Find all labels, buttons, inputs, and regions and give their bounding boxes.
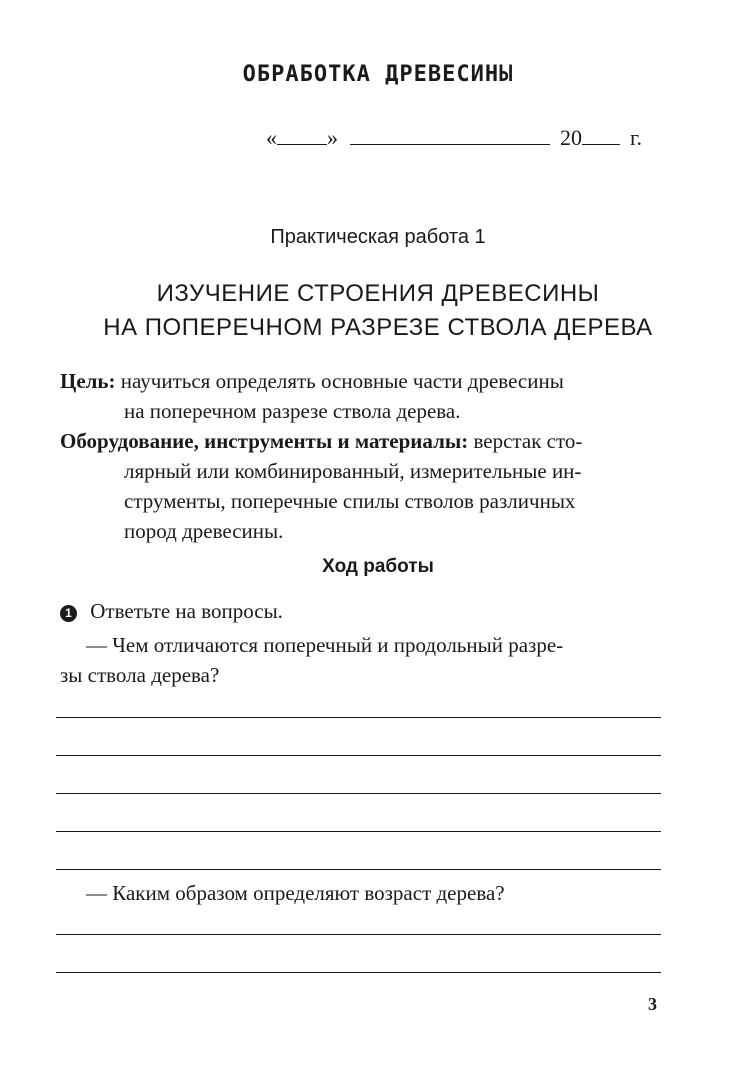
question1-line1: — Чем отличаются поперечный и продольный разре- <box>86 633 564 657</box>
date-open-quote: « <box>266 125 277 150</box>
work-title-line1: ИЗУЧЕНИЕ СТРОЕНИЯ ДРЕВЕСИНЫ <box>156 280 600 307</box>
task1 <box>60 596 283 626</box>
year-suffix: г. <box>630 125 643 150</box>
equipment-line1: верстак сто- <box>473 429 583 453</box>
answer-line[interactable] <box>56 831 661 832</box>
goal-line2: на поперечном разрезе ствола дерева. <box>124 399 461 423</box>
goal-paragraph <box>60 366 664 396</box>
equipment-paragraph <box>60 426 666 456</box>
answer-line[interactable] <box>56 755 661 756</box>
date-line <box>266 124 642 151</box>
goal-line1: научиться определять основные части древесины <box>120 369 564 393</box>
goal-label: Цель: <box>60 369 116 393</box>
year-blank[interactable] <box>582 124 620 145</box>
task1-text: Ответьте на вопросы. <box>90 599 283 623</box>
work-title-line2: НА ПОПЕРЕЧНОМ РАЗРЕЗЕ СТВОЛА ДЕРЕВА <box>103 314 653 341</box>
date-close-quote: » <box>327 125 338 150</box>
progress-title: Ход работы <box>322 556 434 577</box>
equipment-line2: лярный или комбинированный, измерительные ин- <box>124 459 582 483</box>
equipment-label: Оборудование, инструменты и материалы: <box>60 429 469 453</box>
answer-line[interactable] <box>56 869 661 870</box>
month-blank[interactable] <box>350 124 550 145</box>
task-number-badge: 1 <box>60 605 77 622</box>
answer-line[interactable] <box>56 972 661 973</box>
year-prefix: 20 <box>560 125 582 150</box>
practical-label: Практическая работа 1 <box>270 226 486 248</box>
equipment-line3: струменты, поперечные спилы стволов различных <box>124 489 576 513</box>
answer-line[interactable] <box>56 934 661 935</box>
answer-line[interactable] <box>56 717 661 718</box>
question1-line2: зы ствола дерева? <box>60 663 220 687</box>
day-blank[interactable] <box>277 124 327 145</box>
answer-line[interactable] <box>56 793 661 794</box>
question2: — Каким образом определяют возраст дерева? <box>86 881 505 905</box>
page-number: 3 <box>648 994 657 1014</box>
section-title: ОБРАБОТКА ДРЕВЕСИНЫ <box>242 62 514 87</box>
equipment-line4: пород древесины. <box>124 519 284 543</box>
